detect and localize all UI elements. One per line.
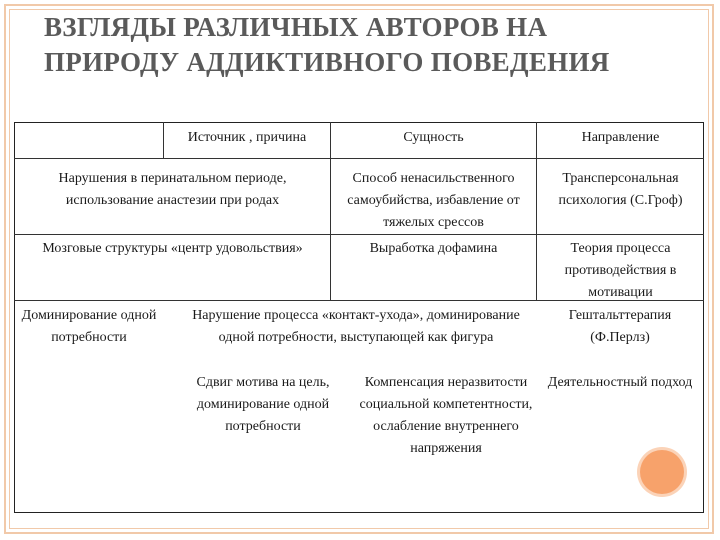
header-bottom-line [14, 158, 704, 159]
header-direction: Направление [581, 130, 660, 145]
row2-source: Мозговые структуры «центр удовольствия» [42, 241, 303, 256]
row1-essence: Способ ненасильственного самоубийства, избавление от тяжелых срессов [347, 171, 520, 230]
row1-direction: Трансперсональная психология (С.Гроф) [558, 171, 683, 208]
slide-title: ВЗГЛЯДЫ РАЗЛИЧНЫХ АВТОРОВ НА ПРИРОДУ АДДИКТИВНОГО ПОВЕДЕНИЯ [44, 12, 610, 77]
row2-essence: Выработка дофамина [369, 241, 498, 256]
header-source: Источник , причина [187, 130, 307, 145]
row1-source: Нарушения в перинатальном периоде, использование анастезии при родах [58, 171, 287, 208]
header-essence: Сущность [403, 130, 464, 145]
row4-source: Сдвиг мотива на цель, доминирование одной потребности [196, 375, 330, 434]
row3-essence: Нарушение процесса «контакт-ухода», доминирование одной потребности, выступающей как фигура [192, 308, 520, 345]
row3-source: Доминирование одной потребности [21, 308, 157, 345]
row2-direction: Теория процесса противодействия в мотивации [564, 241, 677, 300]
row3-direction: Гештальттерапия (Ф.Перлз) [568, 308, 672, 345]
row4-direction: Деятельностный подход [547, 375, 693, 390]
row-line-1 [14, 234, 704, 235]
row4-essence: Компенсация неразвитости социальной компетентности, ослабление внутреннего напряжения [359, 375, 533, 456]
decorative-orange-circle [640, 450, 684, 494]
